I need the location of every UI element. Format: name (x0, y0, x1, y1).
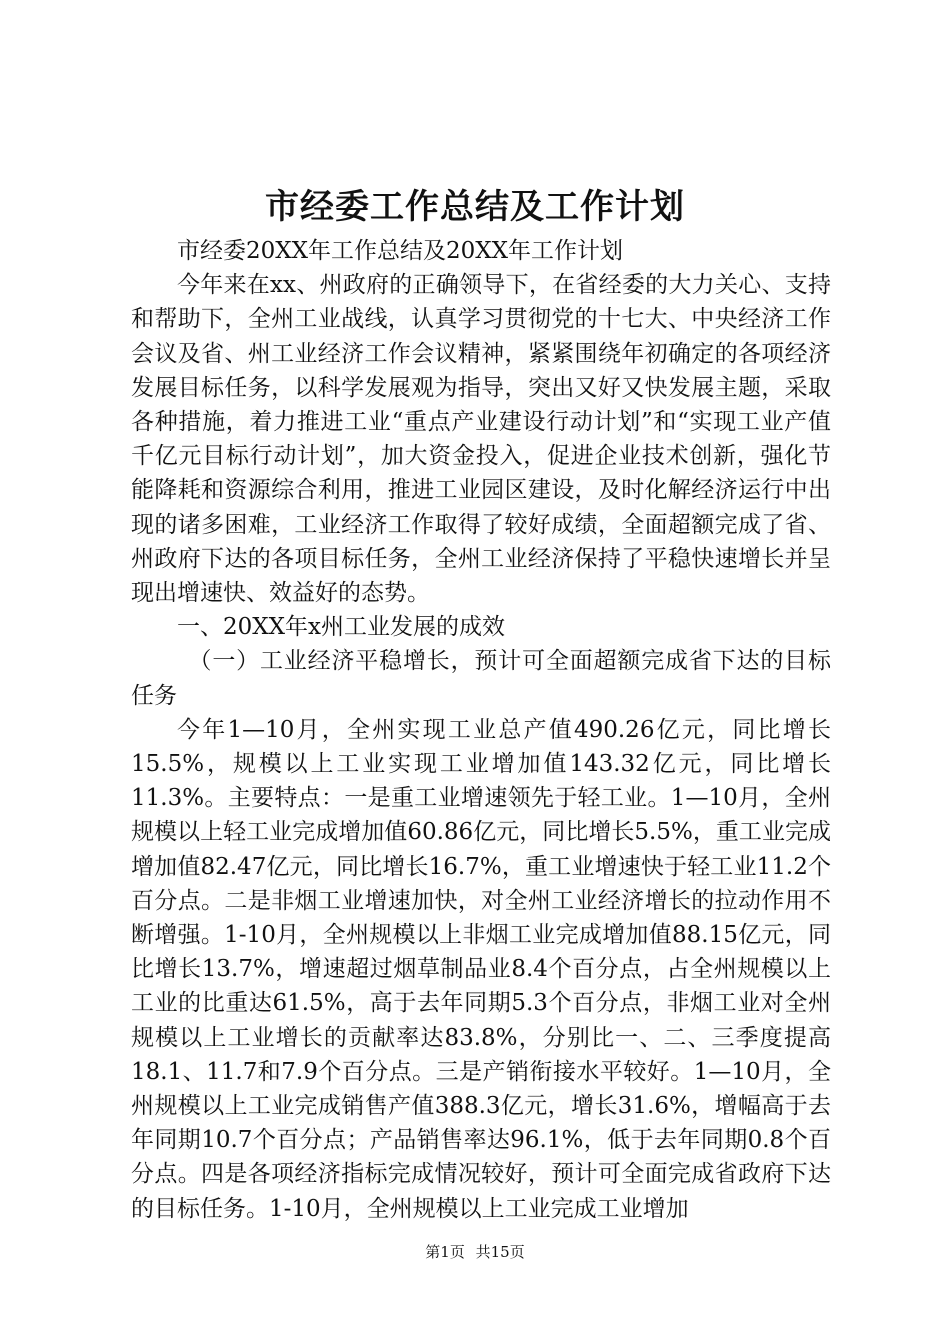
paragraph: 今年1—10月，全州实现工业总产值490.26亿元，同比增长15.5%，规模以上工业实现工业增加值143.32亿元，同比增长11.3%。主要特点：一是重工业增速领先于轻工业。1—10月，全州规模以上轻工业完成增加值60.86亿元，同比增长5.5%，重工业完成增加值82.47亿元，同比增长16.7%，重工业增速快于轻工业11.2个百分点。二是非烟工业增速加快，对全州工业经济增长的拉动作用不断增强。1-10月，全州规模以上非烟工业完成增加值88.15亿元，同比增长13.7%，增速超过烟草制品业8.4个百分点，占全州规模以上工业的比重达61.5%，高于去年同期5.3个百分点，非烟工业对全州规模以上工业增长的贡献率达83.8%，分别比一、二、三季度提高18.1、11.7和7.9个百分点。三是产销衔接水平较好。1—10月，全州规模以上工业完成销售产值388.3亿元，增长31.6%，增幅高于去年同期10.7个百分点；产品销售率达96.1%，低于去年同期0.8个百分点。四是各项经济指标完成情况较好，预计可全面完成省政府下达的目标任务。1-10月，全州规模以上工业完成工业增加 (131, 716, 831, 1222)
page-total: 共15页 (475, 1243, 525, 1261)
section-heading: 一、20XX年x州工业发展的成效 (177, 614, 505, 641)
document-title: 市经委工作总结及工作计划 (265, 187, 685, 227)
subsection-heading: （一）工业经济平稳增长，预计可全面超额完成省下达的目标任务 (131, 648, 831, 709)
document-subtitle: 市经委20XX年工作总结及20XX年工作计划 (177, 238, 624, 264)
page-footer (0, 1242, 950, 1262)
paragraph: 今年来在xx、州政府的正确领导下，在省经委的大力关心、支持和帮助下，全州工业战线，认真学习贯彻党的十七大、中央经济工作会议及省、州工业经济工作会议精神，紧紧围绕年初确定的各项经济发展目标任务，以科学发展观为指导，突出又好又快发展主题，采取各种措施，着力推进工业“重点产业建设行动计划”和“实现工业产值千亿元目标行动计划”，加大资金投入，促进企业技术创新，强化节能降耗和资源综合利用，推进工业园区建设，及时化解经济运行中出现的诸多困难，工业经济工作取得了较好成绩，全面超额完成了省、州政府下达的各项目标任务，全州工业经济保持了平稳快速增长并呈现出增速快、效益好的态势。 (131, 272, 831, 607)
page-number: 第1页 (425, 1243, 465, 1261)
document-body (131, 234, 831, 1226)
